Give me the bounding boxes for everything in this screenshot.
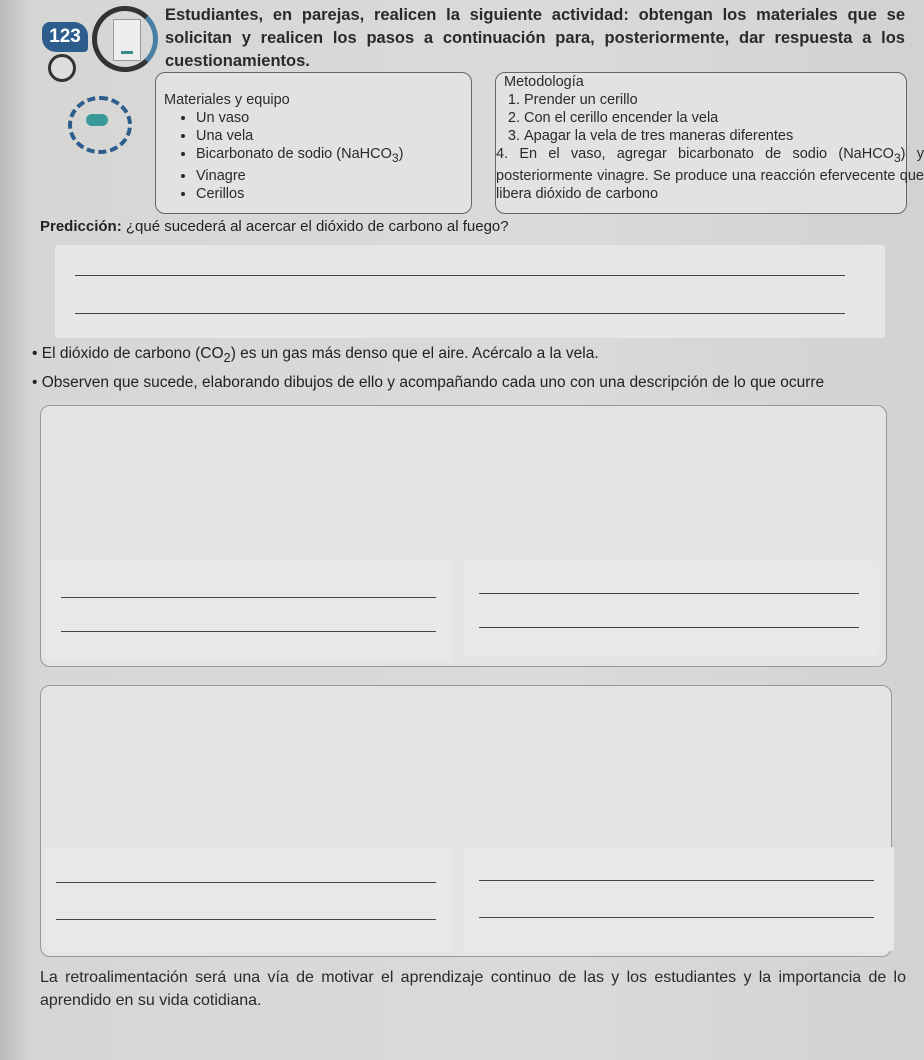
methodology-box — [495, 72, 924, 214]
list-item: • Cerillos — [196, 185, 506, 203]
numbers-icon — [38, 22, 90, 80]
subscript: 2 — [223, 350, 231, 366]
closing-paragraph: La retroalimentación será una vía de motivar el aprendizaje continuo de las y los estudiantes y la importancia de lo aprendido en su vida cotidiana. — [40, 969, 906, 1009]
teamwork-icon — [58, 86, 136, 156]
materials-title: Materiales y equipo — [164, 92, 290, 108]
prediction-answer-area[interactable] — [55, 245, 885, 338]
bullet-text: El dióxido de carbono (CO — [41, 345, 224, 362]
prediction-text: ¿qué sucederá al acercar el dióxido de carbono al fuego? — [125, 218, 509, 235]
materials-box — [155, 72, 472, 214]
instructions-text: Estudiantes, en parejas, realicen la siguiente actividad: obtengan los materiales que se solicitan y realicen los pasos a continuación para, posteriormente, dar respuesta a los cuestionamientos. — [165, 6, 905, 70]
bullet-text: ) es un gas más denso que el aire. Acércalo a la vela. — [230, 345, 599, 362]
list-item: 3. Apagar la vela de tres maneras diferentes — [524, 127, 924, 145]
badge-text: 123 — [42, 22, 88, 52]
item-text: ) — [398, 146, 404, 162]
methodology-steps — [496, 91, 924, 203]
list-item: 1. Prender un cerillo — [524, 91, 924, 109]
drawing-box-2[interactable] — [40, 685, 892, 957]
list-item: • Un vaso — [196, 109, 506, 127]
description-area-right[interactable] — [464, 847, 894, 951]
list-item — [196, 145, 506, 167]
step-text: ) y posteriormente vinagre. Se produce una reacción efervecente que libera dióxido de carbono — [496, 146, 924, 202]
step-text: En el vaso, agregar bicarbonato de sodio (NaHCO — [519, 146, 894, 162]
description-area-left[interactable] — [46, 561, 451, 661]
subscript: 3 — [893, 150, 901, 165]
subscript: 3 — [391, 150, 399, 165]
description-area-right[interactable] — [464, 561, 879, 656]
methodology-title: Metodología — [504, 74, 584, 90]
list-item: • Una vela — [196, 127, 506, 145]
bullet-text: Observen que sucede, elaborando dibujos de ello y acompañando cada uno con una descripción de lo que ocurre — [41, 374, 825, 391]
list-item: 4. En el vaso, agregar bicarbonato de sodio (NaHCO$_3$) y posteriormente vinagre. Se produce una reacción efervecente que libera dióxido de carbono — [496, 146, 924, 202]
prediction-question — [40, 218, 509, 235]
bullet-observe: • Observen que sucede, elaborando dibujos de ello y acompañando cada uno con una descripción de lo que ocurre — [32, 374, 825, 391]
prediction-label: Predicción: — [40, 218, 122, 235]
list-item: • Vinagre — [196, 167, 506, 185]
description-area-left[interactable] — [46, 849, 451, 951]
item-text: Bicarbonato de sodio (NaHCO — [196, 146, 392, 162]
materials-list — [156, 109, 506, 203]
list-item: 2. Con el cerillo encender la vela — [524, 109, 924, 127]
bullet-co2: • El dióxido de carbono $(CO_2)$ es un gas más denso que el aire. Acércalo a la vela. — [32, 345, 599, 366]
drawing-box-1[interactable] — [40, 405, 887, 667]
document-chart-icon — [92, 6, 158, 72]
